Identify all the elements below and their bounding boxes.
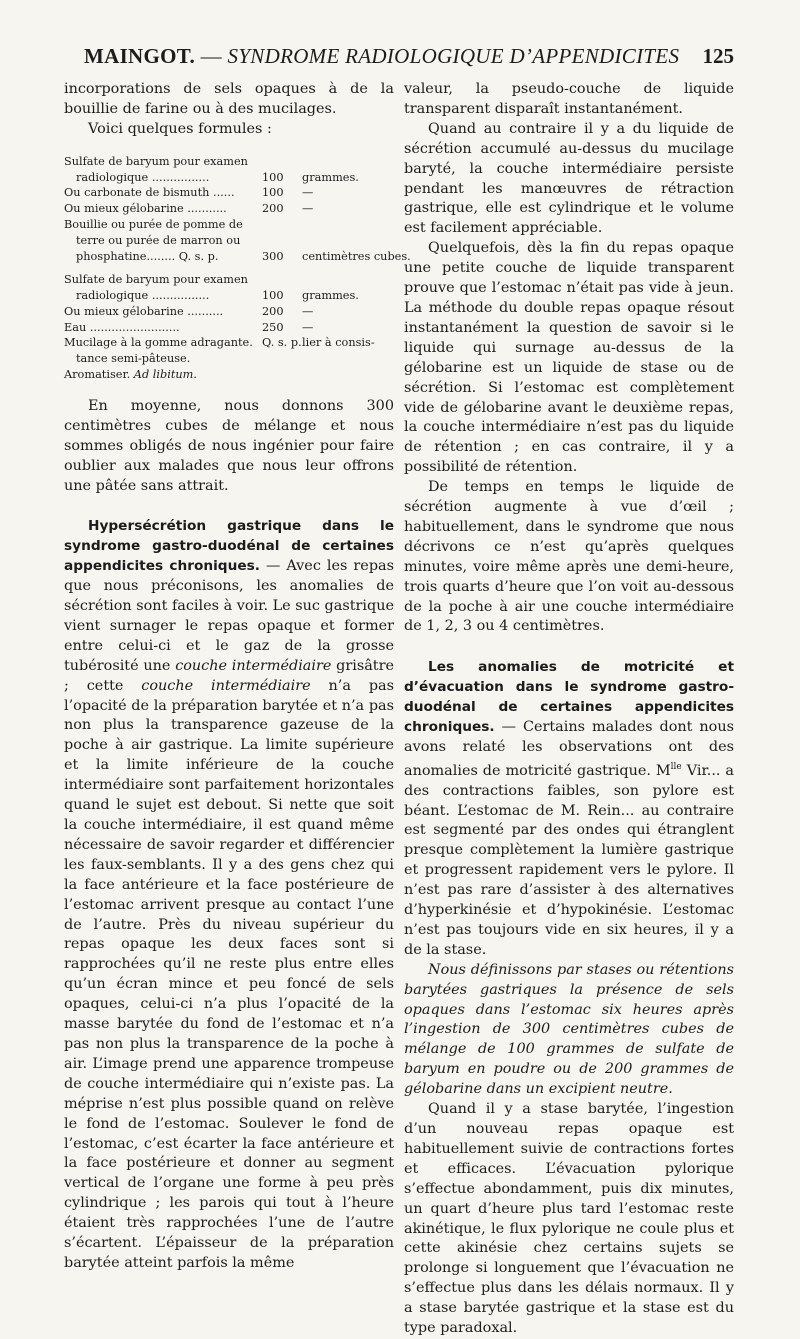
formula-ingredient: radiologique ................ [76, 170, 210, 184]
left-column [64, 80, 411, 1274]
formula-ad-libitum: Ad libitum. [133, 368, 197, 382]
formula-ingredient: Eau ......................... [64, 320, 180, 334]
formula-aromatiser: Aromatiser. [64, 368, 131, 382]
formula-ingredient: Ou carbonate de bismuth ...... [64, 186, 235, 200]
formula-row [64, 233, 394, 249]
formula-ingredient: Ou mieux gélobarine .......... [64, 304, 224, 318]
formula-2-last [64, 367, 394, 383]
section-heading-hypersecretion: Hypersécrétion gastrique dans le syndrome gastro-duodénal de certaines appendicites chroniques. [64, 518, 394, 575]
page-number: 125 [702, 44, 734, 68]
formula-ingredient: radiologique ................ [76, 289, 210, 303]
formula-ingredient: Ou mieux gélobarine ........... [64, 202, 227, 216]
formula-2 [64, 272, 394, 367]
formula-row [64, 217, 394, 233]
formula-quantity: 300 [262, 249, 284, 263]
right-paragraph-3: Quelquefois, dès la fin du repas opaque une petite couche de liquide transparent prouve que l’estomac n’était pas vide à jeun. La méthode du double repas opaque résout instantanément la question de savoir si le liquide qui surnage au-dessus de la gélobarine est un liquide de stase ou de sécrétion. Si l’estomac est complètement vide de gélobarine avant le deuxième repas, la couche intermédiaire n’est pas du liquide de rétention ; en cas contraire, il y a possibilité de rétention. [404, 240, 734, 476]
formula-row [64, 170, 394, 186]
section-motricite: Les anomalies de motricité et d’évacuation dans le syndrome gastro-duodénal de certaines appendicites chroniques. — Certains malades dont nous avons relaté les observations ont des anomalies de motricité gastrique. $M^{lle}$ Vir... a des contractions faibles, son pylore est béant. L’estomac de M. Rein... au contraire est segmenté par des ondes qui étranglent presque complètement la lumière gastrique et progressent rapidement vers le pylore. Il n’est pas rare d’assister à des alternatives d’hyperkinésie et d’hypokinésie. L’estomac n’est pas toujours vide en six heures, il y a de la stase. [404, 659, 734, 958]
formula-row [64, 320, 394, 336]
right-paragraph-2: Quand au contraire il y a du liquide de sécrétion accumulé au-dessus du mucilage baryté, la couche intermédiaire persiste pendant les manœuvres de rétraction gastrique, elle est cylindrique et le volume est facilement appréciable. [404, 120, 734, 237]
formula-quantity: 100 [262, 170, 284, 184]
formula-ingredient: Mucilage à la gomme adragante. [64, 336, 253, 350]
formula-row [64, 272, 394, 288]
formula-unit: grammes. [302, 170, 359, 184]
formula-1 [64, 154, 411, 265]
right-column [404, 80, 734, 1339]
formula-unit: — [302, 202, 314, 216]
formula-unit: — [302, 186, 314, 200]
formula-ingredient: Bouillie ou purée de pomme de [64, 217, 243, 231]
right-paragraph-last: Quand il y a stase barytée, l’ingestion d’un nouveau repas opaque est habituellement suivie de contractions fortes et efficaces. L’évacuation pylorique s’effectue abondamment, puis dix minutes, un quart d’heure plus tard l’estomac reste akinétique, le flux pylorique ne coule plus et cette akinésie chez certains sujets se prolonge si longuement que l’évacuation ne s’effectue plus dans les délais normaux. Il y a stase barytée gastrique et la stase est du type paradoxal. [404, 1101, 734, 1337]
formula-row [64, 201, 394, 217]
left-paragraph-1: incorporations de sels opaques à de la bouillie de farine ou à des mucilages. [64, 81, 394, 117]
formula-unit: — [302, 304, 314, 318]
formula-unit: lier à consis- [302, 336, 375, 350]
formula-row [64, 249, 411, 265]
formula-unit: grammes. [302, 289, 359, 303]
right-paragraph-1: valeur, la pseudo-couche de liquide transparent disparaît instantanément. [404, 81, 734, 117]
formula-quantity: 250 [262, 320, 284, 334]
left-paragraph-3: En moyenne, nous donnons 300 centimètres cubes de mélange et nous sommes obligés de nous ingénier pour faire oublier aux malades que nous leur offrons une pâtée sans attrait. [64, 397, 394, 494]
formula-row [64, 288, 394, 304]
section-heading-motricite: Les anomalies de motricité et d’évacuation dans le syndrome gastro-duodénal de certaines appendicites chroniques. [404, 659, 734, 736]
section-hypersecretion: Hypersécrétion gastrique dans le syndrome gastro-duodénal de certaines appendicites chroniques. — Avec les repas que nous préconisons, les anomalies de sécrétion sont faciles à voir. Le suc gastrique vient surnager le repas opaque et former entre celui-ci et le gaz de la grosse tubérosité une couche intermédiaire grisâtre ; cette couche intermédiaire n’a pas l’opacité de la préparation barytée et n’a pas non plus la transparence gazeuse de la poche à air gastrique. La limite supérieure et la limite inférieure de la couche intermédiaire sont parfaitement horizontales quand le sujet est debout. Si nette que soit la couche intermédiaire, il est quand même nécessaire de savoir regarder et différencier les faux-semblants. Il y a des gens chez qui la face antérieure et la face postérieure de l’estomac arrivent presque au contact l’une de l’autre. Près du niveau supérieur du repas opaque les deux faces sont si rapprochées qu’il ne reste plus entre elles qu’un écran mince et peu foncé de sels opaques, celui-ci n’a plus l’opacité de la masse barytée du fond de l’estomac et n’a pas non plus la transparence de la poche à air. L’image prend une apparence trompeuse de couche intermédiaire qui n’existe pas. La méprise n’est plus possible quand on relève le fond de l’estomac. Soulever le fond de l’estomac, c’est écarter la face antérieure et la face postérieure et donner au segment vertical de l’organe une forme à peu près cylindrique ; les parois qui tout à l’heure étaient très rapprochées l’une de l’autre s’écartent. L’épaisseur de la préparation barytée atteint parfois la même [64, 518, 395, 1271]
formula-row [64, 185, 394, 201]
right-paragraph-4: De temps en temps le liquide de sécrétion augmente à vue d’œil ; habituellement, dans le syndrome que nous décrivons ce n’est qu’après quelques minutes, voire même après une demi-heure, trois quarts d’heure que l’on voit au-dessous de la poche à air une couche intermédiaire de 1, 2, 3 ou 4 centimètres. [404, 479, 734, 635]
formula-row [64, 335, 394, 351]
formula-row [64, 154, 394, 170]
formula-unit: — [302, 320, 314, 334]
formula-ingredient: phosphatine........ Q. s. p. [76, 249, 219, 263]
formula-ingredient: Sulfate de baryum pour examen [64, 154, 248, 168]
header-author: MAINGOT. [84, 44, 196, 68]
left-paragraph-2: Voici quelques formules : [88, 120, 272, 137]
formula-unit: centimètres cubes. [302, 249, 411, 263]
formula-row [64, 351, 394, 367]
formula-row [64, 304, 394, 320]
formula-quantity: 100 [262, 186, 284, 200]
formula-quantity: 100 [262, 289, 284, 303]
formula-quantity: 200 [262, 304, 284, 318]
running-title [84, 44, 679, 69]
header-dash: — [200, 44, 222, 68]
formula-ingredient: terre ou purée de marron ou [76, 233, 241, 247]
running-header [66, 40, 734, 70]
formula-quantity: 200 [262, 202, 284, 216]
header-title: SYNDROME RADIOLOGIQUE D’APPENDICITES [227, 44, 680, 68]
formula-ingredient: tance semi-pâteuse. [76, 352, 191, 366]
formula-ingredient: Sulfate de baryum pour examen [64, 273, 248, 287]
formula-quantity: Q. s. p. [262, 336, 302, 350]
right-paragraph-definition: Nous définissons par stases ou rétentions barytées gastriques la présence de sels opaques dans l’estomac six heures après l’ingestion de 300 centimètres cubes de mélange de 100 grammes de sulfate de baryum en poudre ou de 200 grammes de gélobarine dans un excipient neutre. [404, 961, 734, 1098]
